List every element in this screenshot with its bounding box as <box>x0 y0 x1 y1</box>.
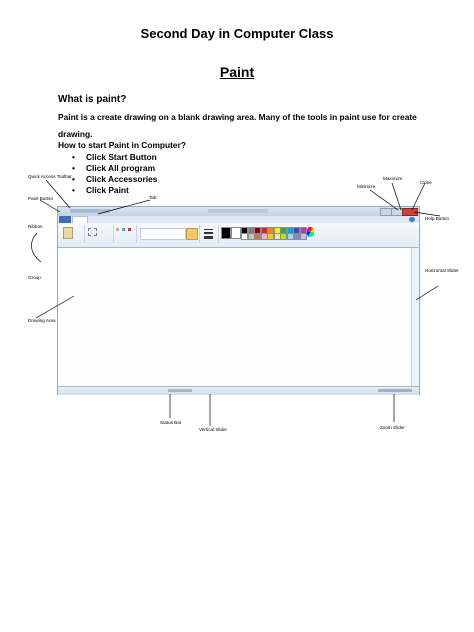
how-to-heading: How to start Paint in Computer? <box>58 140 186 150</box>
arrow-horizontal-slider <box>416 286 438 300</box>
label-quick-access-toolbar: Quick Access Toolbar <box>28 174 72 179</box>
list-item: • Click Start Button <box>72 152 157 162</box>
label-minimize: Minimize <box>357 184 376 189</box>
arrow-tab <box>98 200 150 214</box>
document-title: Second Day in Computer Class <box>140 26 334 41</box>
bullet: • <box>72 185 75 195</box>
arrow-drawing-area <box>36 296 74 318</box>
list-item: • Click Paint <box>72 185 129 195</box>
list-item: • Click All program <box>72 163 156 173</box>
arrow-maximize <box>392 183 401 210</box>
bullet: • <box>72 152 75 162</box>
label-ribbon: Ribbon <box>28 224 43 229</box>
label-horizontal-slider: Horizontal Slider <box>425 268 459 273</box>
label-vertical-slider: Vertical Slider <box>199 427 228 432</box>
bullet: • <box>72 174 75 184</box>
label-close: Close <box>420 180 432 185</box>
arrow-ribbon-group <box>31 233 41 262</box>
bullet: • <box>72 163 75 173</box>
label-paint-button: Paint Button <box>28 196 54 201</box>
arrow-minimize <box>370 190 398 210</box>
label-help-button: Help Button <box>425 216 450 221</box>
list-item: • Click Accessories <box>72 174 158 184</box>
label-zoom-slider: Zoom Slider <box>380 425 405 430</box>
arrow-paint-button <box>40 200 60 212</box>
label-status-bar: Status Bar <box>160 420 182 425</box>
label-group: Group <box>28 275 41 280</box>
subheading: What is paint? <box>58 94 127 105</box>
label-drawing-area: Drawing Area <box>28 318 56 323</box>
arrow-quick-access <box>46 180 70 208</box>
label-maximize: Maximize <box>383 176 403 181</box>
arrow-close <box>412 183 425 210</box>
label-tab: Tab <box>149 195 157 200</box>
description-paragraph: Paint is a create drawing on a blank drawing area. Many of the tools in paint use for create drawing. <box>58 112 417 139</box>
section-heading: Paint <box>219 64 255 80</box>
